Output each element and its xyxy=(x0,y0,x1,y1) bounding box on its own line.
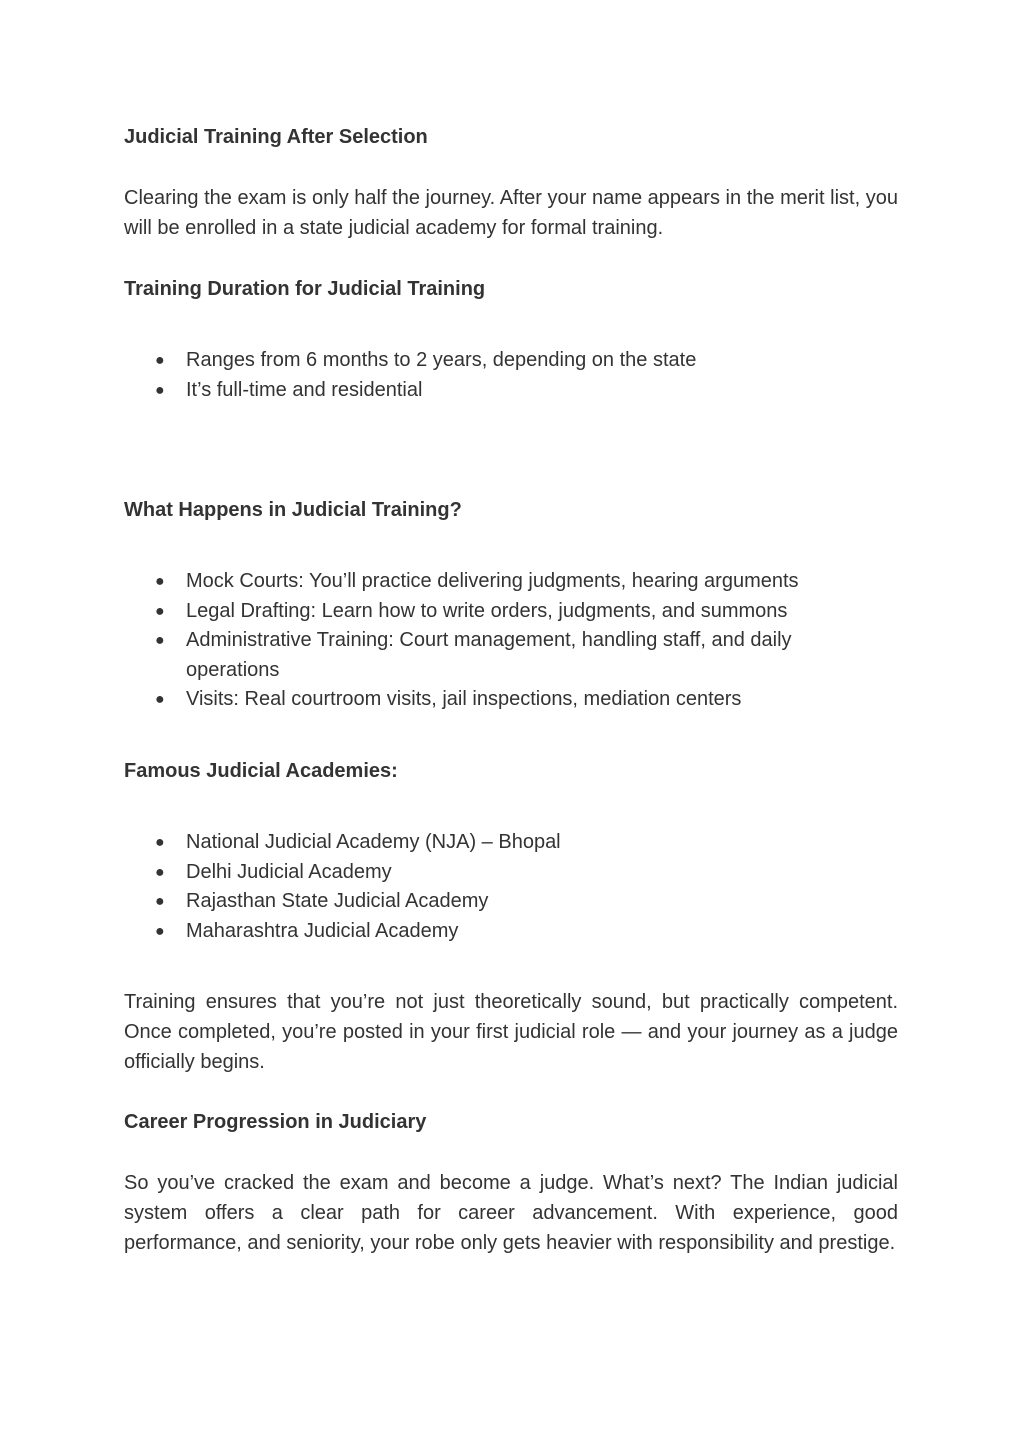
list-item-text: It’s full-time and residential xyxy=(186,378,423,401)
heading-what-happens: What Happens in Judicial Training? xyxy=(124,499,462,521)
heading-career-progression: Career Progression in Judiciary xyxy=(124,1111,427,1133)
list-what-happens xyxy=(124,567,898,715)
bullet-icon: ● xyxy=(155,893,165,911)
list-item-text: Mock Courts: You’ll practice delivering judgments, hearing arguments xyxy=(186,570,799,592)
paragraph-training-ensures: Training ensures that you’re not just theoretically sound, but practically competent. Once completed, you’re posted in your first judicial role — and your journey as a judge officially begins. xyxy=(124,991,898,1073)
bullet-icon: ● xyxy=(155,352,165,369)
list-item xyxy=(124,917,898,947)
bullet-icon: ● xyxy=(155,381,165,399)
list-item xyxy=(124,567,898,597)
bullet-icon: ● xyxy=(155,863,165,881)
list-item-text: Maharashtra Judicial Academy xyxy=(186,919,459,942)
list-item-text: National Judicial Academy (NJA) – Bhopal xyxy=(186,831,561,853)
bullet-icon: ● xyxy=(155,922,165,940)
list-item xyxy=(124,376,898,406)
list-item xyxy=(124,597,898,627)
paragraph-intro: Clearing the exam is only half the journey. After your name appears in the merit list, you will be enrolled in a state judicial academy for formal training. xyxy=(124,187,898,239)
list-item xyxy=(124,887,898,917)
list-item xyxy=(124,828,898,858)
list-training-duration xyxy=(124,346,898,405)
list-item-text: Visits: Real courtroom visits, jail inspections, mediation centers xyxy=(186,688,742,711)
list-academies xyxy=(124,828,898,946)
bullet-icon: ● xyxy=(155,834,165,851)
list-item-text: Legal Drafting: Learn how to write orders, judgments, and summons xyxy=(186,599,788,622)
bullet-icon: ● xyxy=(155,602,165,620)
list-item xyxy=(124,685,898,715)
list-item-text: Administrative Training: Court management, handling staff, and daily operations xyxy=(186,629,792,681)
list-item xyxy=(124,346,898,376)
list-item-text: Ranges from 6 months to 2 years, depending on the state xyxy=(186,349,697,371)
list-item xyxy=(124,858,898,888)
bullet-icon: ● xyxy=(155,573,165,590)
heading-training-duration: Training Duration for Judicial Training xyxy=(124,278,486,300)
heading-famous-academies: Famous Judicial Academies: xyxy=(124,760,398,782)
heading-judicial-training: Judicial Training After Selection xyxy=(124,126,428,148)
list-item-text: Delhi Judicial Academy xyxy=(186,860,392,883)
paragraph-career: So you’ve cracked the exam and become a judge. What’s next? The Indian judicial system offers a clear path for career advancement. With experience, good performance, and seniority, your robe only gets heavier with responsibility and prestige. xyxy=(124,1172,898,1254)
list-item xyxy=(124,626,898,685)
bullet-icon: ● xyxy=(155,691,165,709)
list-item-text: Rajasthan State Judicial Academy xyxy=(186,890,489,913)
bullet-icon: ● xyxy=(155,632,165,650)
